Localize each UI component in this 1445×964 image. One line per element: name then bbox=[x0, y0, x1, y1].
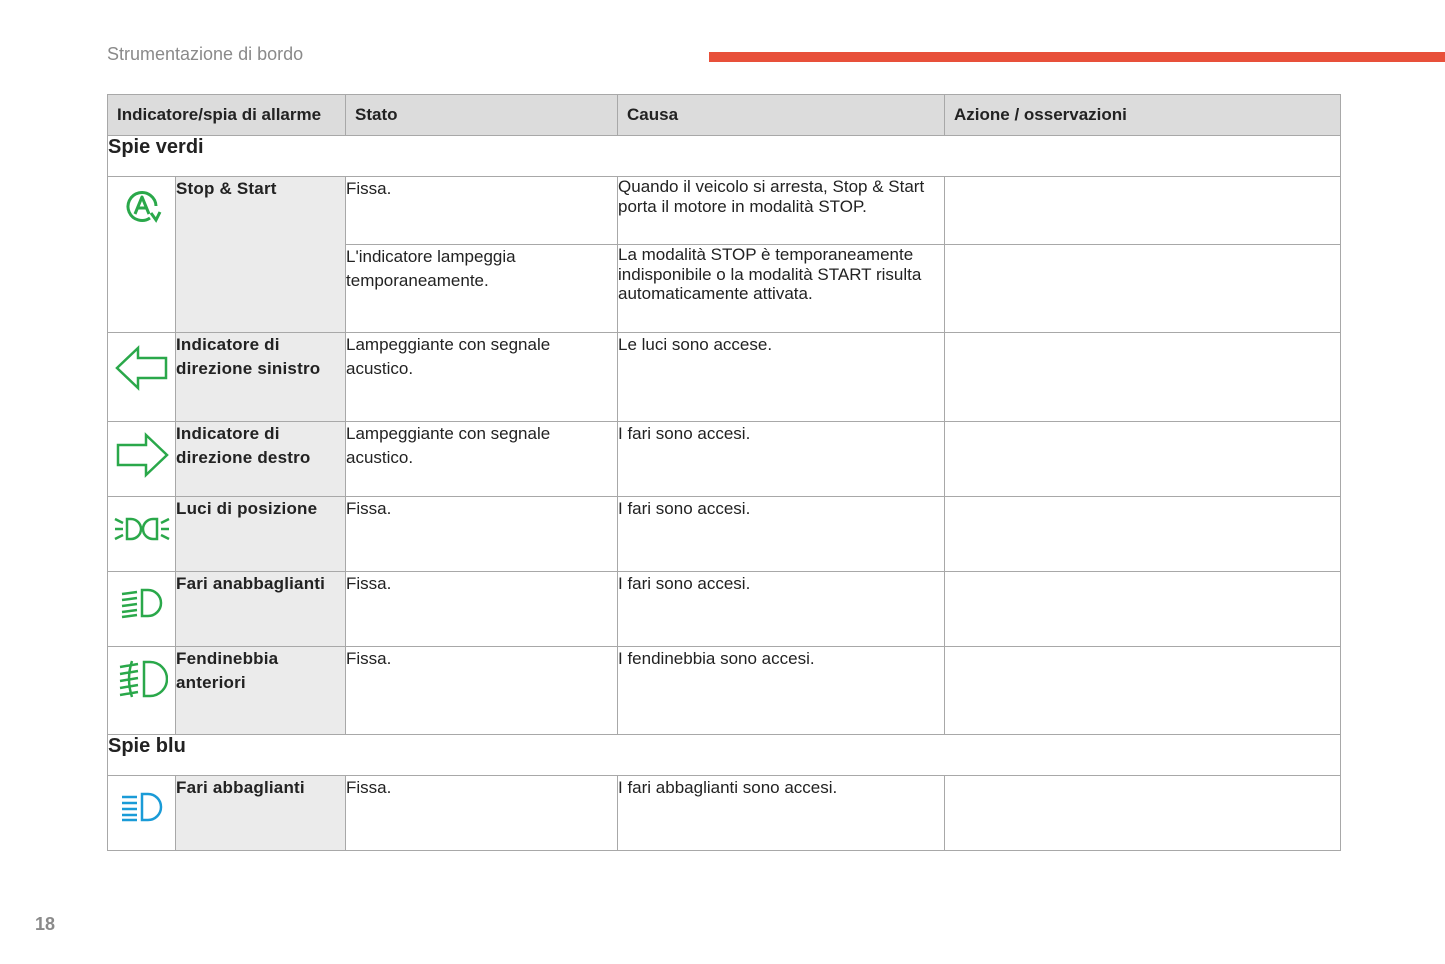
column-header-indicator: Indicatore/spia di allarme bbox=[108, 95, 346, 136]
indicator-name: Fari abbaglianti bbox=[176, 776, 346, 851]
dipped-beam-icon bbox=[118, 586, 166, 620]
section-title-blue: Spie blu bbox=[108, 735, 1341, 776]
page-number: 18 bbox=[35, 914, 56, 934]
action-cell bbox=[945, 422, 1341, 497]
action-cell bbox=[945, 776, 1341, 851]
cause-cell: Quando il veicolo si arresta, Stop & Start porta il motore in modalità STOP. bbox=[618, 177, 945, 245]
state-cell: Lampeggiante con segnale acustico. bbox=[346, 422, 618, 497]
right-arrow-icon-cell bbox=[108, 422, 176, 497]
action-cell bbox=[945, 497, 1341, 572]
indicator-name: Luci di posizione bbox=[176, 497, 346, 572]
action-cell bbox=[945, 572, 1341, 647]
action-cell bbox=[945, 177, 1341, 245]
state-cell: Fissa. bbox=[346, 647, 618, 735]
section-title-green: Spie verdi bbox=[108, 136, 1341, 177]
state-cell: Fissa. bbox=[346, 177, 618, 245]
cause-cell: I fari sono accesi. bbox=[618, 422, 945, 497]
position-lights-icon bbox=[112, 511, 172, 547]
indicator-name: Fendinebbia anteriori bbox=[176, 647, 346, 735]
cause-cell: I fendinebbia sono accesi. bbox=[618, 647, 945, 735]
front-fog-icon bbox=[116, 659, 168, 699]
indicator-name: Fari anabbaglianti bbox=[176, 572, 346, 647]
cause-cell: I fari sono accesi. bbox=[618, 572, 945, 647]
table-row bbox=[108, 333, 1341, 422]
stop-start-icon-cell bbox=[108, 177, 176, 333]
table-header-row bbox=[108, 95, 1341, 136]
front-fog-icon-cell bbox=[108, 647, 176, 735]
section-row-blue bbox=[108, 735, 1341, 776]
position-lights-icon-cell bbox=[108, 497, 176, 572]
action-cell bbox=[945, 333, 1341, 422]
cause-cell: I fari sono accesi. bbox=[618, 497, 945, 572]
table-row bbox=[108, 177, 1341, 245]
indicator-name: Stop & Start bbox=[176, 177, 346, 333]
state-cell: L'indicatore lampeggia temporaneamente. bbox=[346, 245, 618, 333]
right-arrow-icon bbox=[114, 432, 170, 478]
warning-lights-table bbox=[107, 94, 1341, 851]
table-row bbox=[108, 497, 1341, 572]
table-row bbox=[108, 422, 1341, 497]
main-beam-icon-cell bbox=[108, 776, 176, 851]
cause-cell: I fari abbaglianti sono accesi. bbox=[618, 776, 945, 851]
table-row bbox=[108, 776, 1341, 851]
indicator-name: Indicatore di direzione sinistro bbox=[176, 333, 346, 422]
state-cell: Fissa. bbox=[346, 497, 618, 572]
table-row bbox=[108, 647, 1341, 735]
header-accent-bar bbox=[709, 52, 1445, 62]
section-row-green bbox=[108, 136, 1341, 177]
state-cell: Fissa. bbox=[346, 572, 618, 647]
cause-cell: La modalità STOP è temporaneamente indisponibile o la modalità START risulta automaticamente attivata. bbox=[618, 245, 945, 333]
running-title: Strumentazione di bordo bbox=[107, 44, 304, 64]
dipped-beam-icon-cell bbox=[108, 572, 176, 647]
left-arrow-icon bbox=[114, 345, 170, 391]
column-header-state: Stato bbox=[346, 95, 618, 136]
left-arrow-icon-cell bbox=[108, 333, 176, 422]
stop-start-icon bbox=[120, 187, 164, 227]
state-cell: Lampeggiante con segnale acustico. bbox=[346, 333, 618, 422]
table-row bbox=[108, 572, 1341, 647]
indicator-name: Indicatore di direzione destro bbox=[176, 422, 346, 497]
column-header-cause: Causa bbox=[618, 95, 945, 136]
state-cell: Fissa. bbox=[346, 776, 618, 851]
action-cell bbox=[945, 647, 1341, 735]
action-cell bbox=[945, 245, 1341, 333]
main-beam-icon bbox=[118, 790, 166, 824]
column-header-action: Azione / osservazioni bbox=[945, 95, 1341, 136]
cause-cell: Le luci sono accese. bbox=[618, 333, 945, 422]
